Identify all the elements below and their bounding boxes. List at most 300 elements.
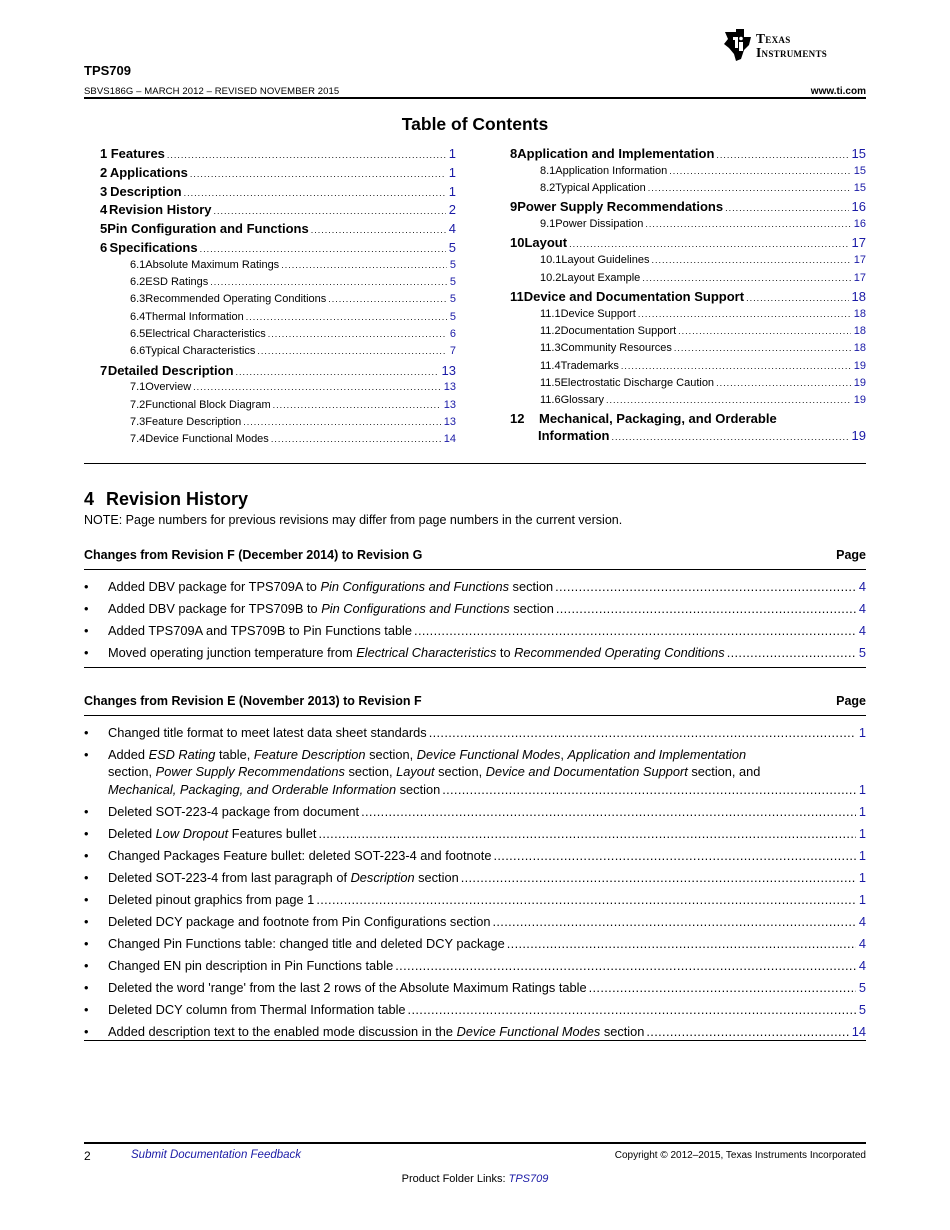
change-text-segment: section, and (687, 764, 761, 780)
bullet-icon: • (84, 645, 89, 660)
brand-line-2: Instruments (756, 45, 828, 60)
toc-leader (651, 254, 850, 266)
toc-entry-number: 10.2 (540, 271, 562, 284)
toc-entry-label: Applications (109, 164, 188, 180)
toc-entry-number: 6.3 (130, 293, 146, 306)
toc-entry[interactable] (510, 235, 866, 254)
change-text-italic: Low Dropout (155, 825, 229, 841)
change-text (108, 957, 393, 974)
toc-leader (612, 428, 849, 443)
change-text-italic: Pin Configurations and Functions (320, 579, 509, 594)
change-leader (442, 781, 856, 798)
toc-entry-label: Power Dissipation (555, 218, 644, 231)
toc-entry-page[interactable]: 19 (853, 376, 866, 389)
toc-entry-label: Layout Guidelines (561, 254, 650, 267)
bullet-icon: • (84, 825, 89, 841)
toc-entry-page[interactable]: 13 (441, 362, 456, 378)
group-divider (84, 715, 866, 716)
section-heading (84, 489, 248, 510)
product-folder-link[interactable]: TPS709 (508, 1173, 549, 1185)
toc-entry-label: ESD Ratings (145, 276, 209, 289)
change-line (108, 803, 866, 820)
toc-entry-page[interactable]: 15 (851, 146, 866, 161)
change-text-segment: Changed Packages Feature bullet: deleted SOT-223-4 and footnote (108, 847, 492, 863)
change-text-segment: Deleted pinout graphics from page 1 (108, 891, 315, 907)
toc-entry-page[interactable]: 13 (443, 398, 456, 411)
change-text (108, 979, 587, 996)
feedback-link[interactable]: Submit Documentation Feedback (131, 1149, 302, 1161)
toc-entry-page[interactable]: 4 (448, 221, 456, 237)
change-item (84, 913, 866, 930)
toc-entry-page[interactable]: 16 (853, 218, 866, 231)
change-item (84, 1023, 866, 1040)
toc-entry[interactable] (100, 202, 456, 221)
group-divider (84, 1040, 866, 1041)
change-line (108, 763, 866, 780)
toc-entry-page[interactable]: 6 (449, 327, 456, 340)
toc-leader (311, 221, 446, 236)
section-number: 4 (84, 489, 95, 509)
bullet-icon: • (84, 1001, 89, 1017)
change-line (108, 1023, 866, 1040)
change-text-italic: Feature Description (253, 747, 366, 762)
bullet-icon: • (84, 847, 89, 863)
bullet-icon: • (84, 623, 89, 638)
toc-entry-label: Mechanical, Packaging, and Orderable (539, 411, 777, 427)
toc-leader (645, 218, 850, 230)
change-leader (556, 600, 856, 617)
change-text-italic: ESD Rating (148, 747, 216, 762)
change-page-link[interactable]: 5 (858, 1001, 866, 1017)
toc-leader (621, 360, 851, 372)
toc-entry[interactable] (510, 411, 866, 443)
toc-leader (200, 240, 446, 255)
toc-entry-page[interactable]: 2 (448, 202, 456, 218)
toc-entry[interactable] (510, 377, 866, 394)
toc-entry[interactable] (100, 399, 456, 416)
change-text-segment: section (600, 1023, 645, 1039)
toc-entry[interactable] (100, 433, 456, 450)
change-text-segment: section (509, 579, 554, 594)
change-page-link[interactable]: 4 (858, 935, 866, 951)
change-page-link[interactable]: 4 (858, 913, 866, 929)
toc-entry-number: 1 (100, 146, 108, 161)
toc-entry[interactable] (510, 289, 866, 308)
toc-entry-label: Device Support (560, 307, 636, 320)
toc-entry-number: 6 (100, 239, 108, 255)
toc-entry-number: 11.1 (540, 307, 561, 320)
toc-entry[interactable] (510, 165, 866, 182)
change-leader (316, 891, 856, 908)
toc-entry[interactable] (100, 276, 456, 293)
toc-entry[interactable] (100, 259, 456, 276)
toc-entry-label: Thermal Information (145, 310, 244, 323)
toc-leader (674, 342, 851, 354)
toc-entry-page[interactable]: 1 (448, 146, 456, 161)
change-text-italic: Mechanical, Packaging, and Orderable Information (108, 781, 397, 797)
change-text-segment: Deleted DCY column from Thermal Information table (108, 1001, 406, 1017)
change-text (108, 724, 427, 741)
toc-entry-number: 4 (100, 202, 108, 218)
toc-entry-number: 11.2 (540, 324, 561, 337)
toc-entry-label: Revision History (108, 202, 212, 218)
toc-entry-label: Application Information (555, 164, 668, 177)
toc-entry[interactable] (510, 182, 866, 199)
change-leader (727, 644, 856, 661)
change-line (108, 913, 866, 930)
toc-entry[interactable] (510, 218, 866, 235)
change-text-segment: Deleted the word 'range' from the last 2 rows of the Absolute Maximum Ratings table (108, 979, 587, 995)
toc-entry[interactable] (100, 165, 456, 184)
header-divider (84, 97, 866, 99)
doc-id: SBVS186G – MARCH 2012 – REVISED NOVEMBER 2015 (84, 86, 340, 97)
toc-entry[interactable] (100, 221, 456, 240)
change-text (108, 1001, 406, 1018)
toc-entry-page[interactable]: 15 (853, 164, 866, 177)
change-text-segment: Deleted (108, 825, 156, 841)
change-line (108, 935, 866, 952)
change-text-italic: Device Functional Modes (416, 747, 561, 762)
toc-entry-page[interactable]: 18 (851, 288, 866, 304)
toc-leader (193, 381, 441, 393)
change-leader (429, 724, 856, 741)
toc-leader (606, 394, 851, 406)
change-text-segment: Added DBV package for TPS709A to (108, 579, 321, 594)
change-item (84, 935, 866, 952)
change-text-segment: Added TPS709A and TPS709B to Pin Functions table (108, 623, 413, 638)
toc-entry-label: Typical Application (555, 182, 646, 195)
change-page-link[interactable]: 4 (858, 623, 866, 638)
toc-entry-label: Pin Configuration and Functions (107, 221, 309, 237)
group-divider (84, 569, 866, 570)
toc-entry[interactable] (100, 416, 456, 433)
toc-entry-page[interactable]: 19 (853, 394, 866, 407)
change-text-italic: Device Functional Modes (456, 1023, 601, 1039)
change-item (84, 600, 866, 617)
change-page-link[interactable]: 5 (858, 979, 866, 995)
toc-left-column (100, 146, 456, 451)
toc-leader (648, 182, 851, 194)
toc-entry[interactable] (510, 308, 866, 325)
toc-leader (716, 146, 848, 161)
toc-entry-number: 8 (510, 146, 518, 161)
toc-entry-page[interactable]: 16 (851, 199, 866, 215)
change-text (108, 891, 314, 908)
toc-leader (184, 184, 446, 199)
toc-entry-label: Functional Block Diagram (145, 398, 271, 411)
brand-line-1: Texas (756, 31, 791, 46)
change-text (108, 747, 746, 762)
change-text (108, 825, 316, 842)
change-line (108, 847, 866, 864)
change-item (84, 979, 866, 996)
change-item (84, 847, 866, 864)
change-leader (408, 1001, 856, 1018)
toc-entry-page[interactable]: 13 (443, 415, 456, 428)
change-page-link[interactable]: 1 (858, 891, 866, 907)
toc-entry-label: Device Functional Modes (145, 433, 269, 446)
toc-entry-page[interactable]: 5 (449, 276, 456, 289)
change-line (108, 979, 866, 996)
bullet-icon: • (84, 803, 89, 819)
change-page-link[interactable]: 1 (858, 803, 866, 819)
toc-entry-label: Documentation Support (560, 324, 677, 337)
toc-entry-label: Glossary (560, 394, 604, 407)
toc-leader (725, 199, 848, 214)
bullet-icon: • (84, 891, 89, 907)
toc-entry-number: 7 (100, 362, 108, 378)
change-text (108, 803, 359, 820)
toc-entry-number: 9 (510, 199, 518, 215)
toc-entry[interactable] (100, 240, 456, 259)
change-line (108, 891, 866, 908)
bullet-icon: • (84, 1023, 89, 1039)
toc-entry-number: 5 (100, 221, 108, 237)
toc-entry-page[interactable]: 13 (443, 381, 456, 394)
toc-entry-label: Recommended Operating Conditions (145, 293, 327, 306)
change-line (108, 869, 866, 886)
toc-entry[interactable] (100, 293, 456, 310)
toc-entry-number: 6.2 (130, 276, 146, 289)
toc-leader (746, 289, 848, 304)
toc-leader (642, 272, 850, 284)
toc-entry-number: 6.4 (130, 310, 146, 323)
toc-entry[interactable] (100, 328, 456, 345)
toc-entry-number: 11.4 (540, 359, 561, 372)
footer-divider (84, 1142, 866, 1144)
change-group-title: Changes from Revision F (December 2014) to Revision G (84, 548, 423, 562)
change-page-link[interactable]: 4 (858, 957, 866, 973)
toc-leader (569, 235, 848, 250)
change-page-link[interactable]: 1 (858, 781, 866, 797)
change-line (108, 746, 866, 763)
bullet-icon: • (84, 935, 89, 951)
bullet-icon: • (84, 869, 89, 885)
toc-leader (246, 311, 447, 323)
ti-logo (722, 26, 868, 64)
bullet-icon: • (84, 747, 89, 762)
toc-entry-label: Information (538, 428, 610, 444)
change-text-segment: Added (108, 747, 149, 762)
change-leader (493, 847, 855, 864)
toc-entry-number: 2 (100, 164, 108, 180)
toc-entry-number: 10.1 (540, 254, 562, 267)
revision-note: NOTE: Page numbers for previous revisions may differ from page numbers in the current version. (84, 513, 623, 527)
toc-title: Table of Contents (401, 114, 549, 134)
toc-entry[interactable] (100, 146, 456, 165)
copyright: Copyright © 2012–2015, Texas Instruments Incorporated (614, 1150, 866, 1161)
toc-entry-number: 9.1 (540, 218, 556, 231)
change-text-segment: Changed EN pin description in Pin Functions table (108, 957, 394, 973)
toc-entry[interactable] (510, 394, 866, 411)
change-text-segment: to (496, 645, 515, 660)
change-leader (646, 1023, 848, 1040)
product-folder-label: Product Folder Links: (401, 1173, 509, 1185)
change-text-segment: Deleted DCY package and footnote from Pin Configurations section (108, 913, 491, 929)
change-text-segment: Added description text to the enabled mode discussion in the (108, 1023, 457, 1039)
change-line (108, 1001, 866, 1018)
change-leader (395, 957, 856, 974)
toc-entry-page[interactable]: 19 (853, 359, 866, 372)
toc-entry-label: Typical Characteristics (145, 345, 256, 358)
toc-leader (210, 276, 447, 288)
toc-entry[interactable] (510, 199, 866, 218)
ti-logo-icon (722, 28, 754, 62)
toc-entry-page[interactable]: 17 (853, 271, 866, 284)
toc-entry-page[interactable]: 5 (449, 310, 456, 323)
change-text-italic: Application and Implementation (567, 747, 747, 762)
change-list (84, 578, 866, 666)
change-leader (507, 935, 856, 952)
change-page-link[interactable]: 5 (858, 645, 866, 660)
bullet-icon: • (84, 979, 89, 995)
change-item (84, 891, 866, 908)
change-item (84, 578, 866, 595)
change-page-link[interactable]: 1 (858, 847, 866, 863)
toc-entry-page[interactable]: 18 (853, 307, 866, 320)
toc-entry-label: Specifications (109, 239, 198, 255)
change-text-italic: Electrical Characteristics (356, 645, 497, 660)
toc-entry-page[interactable]: 5 (449, 293, 456, 306)
group-divider (84, 667, 866, 668)
toc-entry-page[interactable]: 18 (853, 342, 866, 355)
toc-entry-line (510, 411, 866, 428)
toc-entry-page[interactable]: 19 (851, 428, 866, 444)
change-text-italic: Device and Documentation Support (485, 764, 688, 780)
toc-entry-number: 8.2 (540, 182, 556, 195)
change-text (108, 847, 491, 864)
change-line (108, 622, 866, 639)
change-page-link[interactable]: 4 (858, 601, 866, 616)
change-text (108, 622, 412, 639)
toc-leader (678, 325, 851, 337)
change-line (108, 957, 866, 974)
change-group-title: Changes from Revision E (November 2013) to Revision F (84, 694, 422, 708)
toc-entry-number: 7.1 (130, 381, 146, 394)
toc-entry-page[interactable]: 18 (853, 324, 866, 337)
change-item (84, 644, 866, 661)
change-group-heading (84, 548, 866, 562)
change-leader (318, 825, 855, 842)
toc-leader (236, 363, 439, 378)
toc-entry-page[interactable]: 7 (449, 345, 456, 358)
toc-entry-page[interactable]: 5 (448, 239, 456, 255)
change-leader (555, 578, 856, 595)
change-text-segment: section, (434, 764, 486, 780)
toc-entry[interactable] (100, 311, 456, 328)
toc-entry-label: Layout Example (561, 271, 641, 284)
change-text-italic: Layout (396, 764, 435, 780)
change-item (84, 724, 866, 741)
change-text-segment: Changed Pin Functions table: changed title and deleted DCY package (108, 935, 505, 951)
toc-entry-number: 7.4 (130, 433, 146, 446)
toc-entry[interactable] (100, 381, 456, 398)
change-text-segment: section (509, 601, 554, 616)
change-text-segment: section (414, 869, 459, 885)
toc-entry[interactable] (510, 342, 866, 359)
change-line (108, 724, 866, 741)
toc-entry-label: Description (110, 183, 182, 199)
page-number: 2 (84, 1149, 91, 1163)
change-text-segment: table, (215, 747, 254, 762)
change-text-segment: Added DBV package for TPS709B to (108, 601, 322, 616)
toc-entry-page[interactable]: 15 (853, 182, 866, 195)
toc-entry-page[interactable]: 5 (449, 258, 456, 271)
change-leader (589, 979, 856, 996)
change-item (84, 825, 866, 842)
change-text-italic: Power Supply Recommendations (155, 764, 345, 780)
bullet-icon: • (84, 913, 89, 929)
change-page-link[interactable]: 1 (858, 825, 866, 841)
toc-entry-page[interactable]: 1 (448, 183, 456, 199)
change-text (108, 578, 553, 595)
change-leader (461, 869, 856, 886)
change-text (108, 764, 760, 779)
change-line (108, 600, 866, 617)
toc-entry[interactable] (510, 146, 866, 165)
toc-leader (243, 416, 440, 428)
change-item (84, 803, 866, 820)
doc-title: TPS709 (84, 63, 131, 78)
change-text-segment: section, (108, 764, 156, 780)
toc-entry-page[interactable]: 17 (851, 235, 866, 251)
toc-entry-label: Overview (145, 381, 192, 394)
toc-entry-number: 8.1 (540, 164, 556, 177)
change-item (84, 1001, 866, 1018)
change-text-italic: Recommended Operating Conditions (514, 645, 725, 660)
toc-entry-label: Layout (524, 235, 568, 251)
page-column-label: Page (836, 694, 866, 708)
toc-leader (638, 308, 851, 320)
toc-entry[interactable] (510, 360, 866, 377)
toc-entry[interactable] (510, 325, 866, 342)
toc-entry-page[interactable]: 1 (448, 164, 456, 180)
change-page-link[interactable]: 14 (851, 1023, 866, 1039)
toc-entry-number: 7.3 (130, 415, 146, 428)
change-text-segment: Changed title format to meet latest data sheet standards (108, 725, 427, 740)
change-text (108, 869, 459, 886)
change-text-segment: Deleted SOT-223-4 package from document (108, 803, 360, 819)
change-text-segment: section, (365, 747, 417, 762)
toc-entry-page[interactable]: 14 (443, 433, 456, 446)
change-text (108, 935, 505, 952)
toc-entry[interactable] (100, 345, 456, 362)
toc-entry[interactable] (510, 254, 866, 271)
change-line (108, 781, 866, 798)
change-page-link[interactable]: 4 (858, 579, 866, 594)
toc-entry[interactable] (100, 184, 456, 203)
toc-leader (716, 377, 851, 389)
toc-entry-number: 12 (510, 411, 525, 427)
change-page-link[interactable]: 1 (858, 869, 866, 885)
toc-entry-number: 11.6 (540, 394, 561, 407)
toc-entry-page[interactable]: 17 (853, 254, 866, 267)
change-text (108, 1023, 644, 1040)
toc-entry[interactable] (100, 363, 456, 382)
change-page-link[interactable]: 1 (858, 725, 866, 740)
change-text-italic: Pin Configurations and Functions (321, 601, 510, 616)
website-link[interactable]: www.ti.com (810, 86, 866, 97)
toc-entry[interactable] (510, 272, 866, 289)
toc-entry-label: Trademarks (560, 359, 619, 372)
toc-leader (257, 345, 447, 357)
change-line (108, 578, 866, 595)
toc-leader (271, 433, 441, 445)
change-leader (492, 913, 855, 930)
bullet-icon: • (84, 957, 89, 973)
toc-leader (214, 202, 446, 217)
toc-entry-number: 11 (510, 288, 524, 304)
